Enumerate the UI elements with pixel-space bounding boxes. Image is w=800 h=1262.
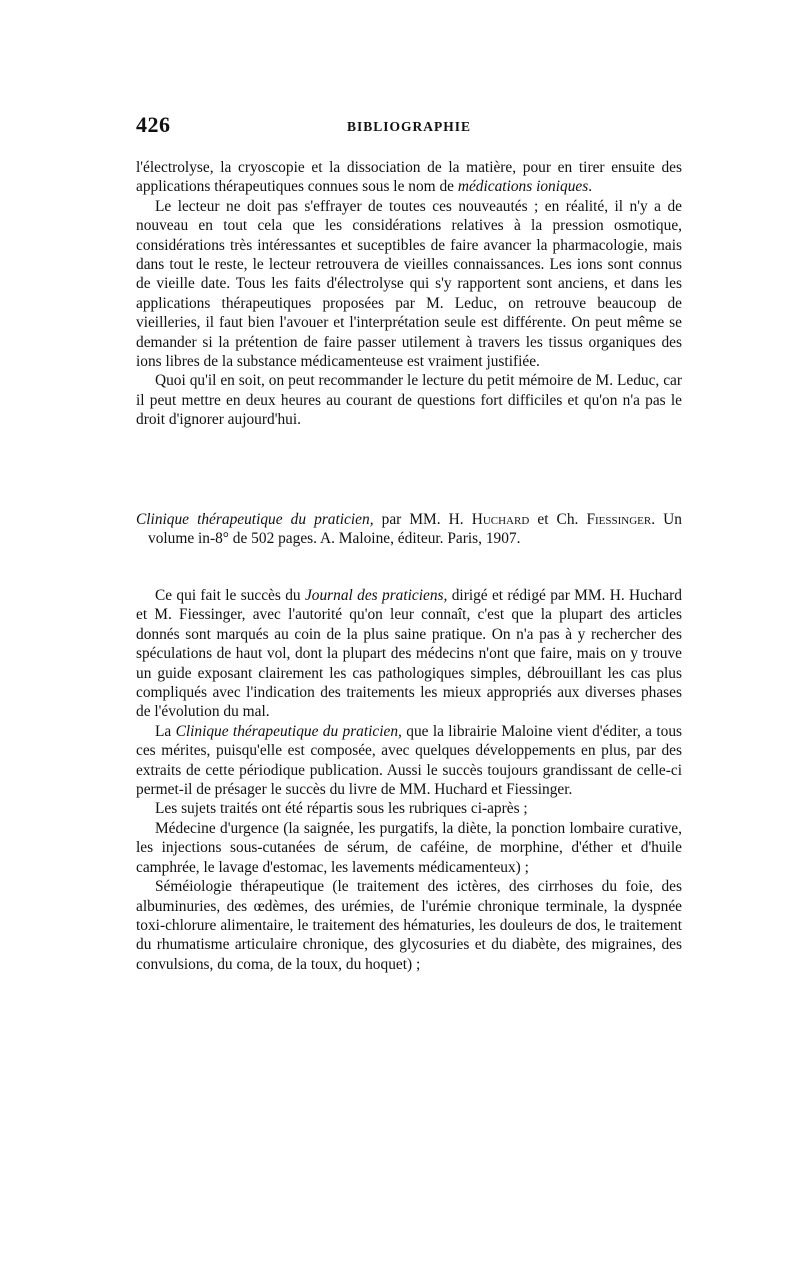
paragraph: Séméiologie thérapeutique (le traitement des ictères, des cirrhoses du foie, des albuminuries, des œdèmes, des urémies, de l'urémie chronique terminale, la dyspnée toxi-chlorure alimentaire, le traitement des hématuries, les douleurs de dos, le traitement du rhumatisme articulaire chronique, des glycosuries et du diabète, des migraines, des convulsions, du coma, de la toux, du hoquet) ;: [136, 878, 682, 973]
reference-entry: Clinique thérapeutique du praticien, par MM. H. Huchard et Ch. Fiessinger. Un volume in-8° de 502 pages. A. Maloine, éditeur. Paris, 1907.: [136, 511, 682, 548]
page-header: [136, 112, 682, 142]
paragraph: Médecine d'urgence (la saignée, les purgatifs, la diète, la ponction lombaire curative, les injections sous-cutanées de sérum, de caféine, de morphine, d'éther et d'huile camphrée, le lavage d'estomac, les lavements médicamenteux) ;: [136, 819, 682, 876]
journal-title: Journal des praticiens,: [304, 587, 448, 604]
book-title: Clinique thérapeutique du praticien,: [136, 511, 374, 528]
emphasis-term: médications ioniques: [457, 178, 589, 196]
paragraph: l'électrolyse, la cryoscopie et la dissociation de la matière, pour en tirer ensuite des applications thérapeutiques connues sous le nom de médications ioniques.: [136, 159, 682, 196]
paragraph: Quoi qu'il en soit, on peut recommander le lecture du petit mémoire de M. Leduc, car il peut mettre en deux heures au courant de questions fort difficiles et qu'on n'a pas le droit d'ignorer aujourd'hui.: [136, 372, 682, 429]
running-head: BIBLIOGRAPHIE: [346, 119, 472, 134]
paragraph: Ce qui fait le succès du Journal des praticiens, dirigé et rédigé par MM. H. Huchard et M. Fiessinger, avec l'autorité qu'on leur connaît, c'est que la plupart des articles donnés sont marqués au coin de la plus saine pratique. On n'a pas à y rechercher des spéculations de haut vol, dont la plupart des médecins n'ont que faire, mais on y trouve un guide exposant clairement les cas pathologiques simples, débrouillant les cas plus compliqués avec l'indication des traitements les mieux appropriés aux diverses phases de l'évolution du mal.: [136, 587, 683, 721]
page-number: 426: [136, 112, 171, 137]
paragraph: Les sujets traités ont été répartis sous les rubriques ci-après ;: [155, 800, 528, 818]
review-continuation: [136, 158, 682, 430]
publication-details: . Un volume in-8° de 502 pages. A. Maloine, éditeur. Paris, 1907.: [148, 511, 682, 548]
author-name: Fiessinger: [586, 511, 652, 528]
paragraph: Le lecteur ne doit pas s'effrayer de toutes ces nouveautés ; en réalité, il n'y a de nouveau en tout cela que les considérations relatives à la pression osmotique, considérations très intéressantes et suceptibles de faire avancer la pharmacologie, mais dans tout le reste, le lecteur retrouvera de vieilles connaissances. Les ions sont connus de vieille date. Tous les faits d'électrolyse qui s'y rapportent sont anciens, et dans les applications thérapeutiques proposées par M. Leduc, on retrouve beaucoup de vieilleries, il faut bien l'avouer et l'interprétation seule est différente. On peut même se demander si la prétention de faire passer utilement à travers les tissus organiques des ions libres de la substance médicamenteuse est vraiment justifiée.: [136, 197, 682, 371]
author-name: Huchard: [471, 511, 530, 528]
book-title: Clinique thérapeutique du praticien,: [175, 722, 402, 740]
review-body: [136, 586, 682, 974]
paragraph: La Clinique thérapeutique du praticien, que la librairie Maloine vient d'éditer, a tous ces mérites, puisqu'elle est composée, avec quelques développements en plus, par des extraits de cette périodique publication. Aussi le succès toujours grandissant de celle-ci permet-il de présager le succès du livre de MM. Huchard et Fiessinger.: [136, 722, 682, 799]
book-reference: [136, 510, 682, 549]
